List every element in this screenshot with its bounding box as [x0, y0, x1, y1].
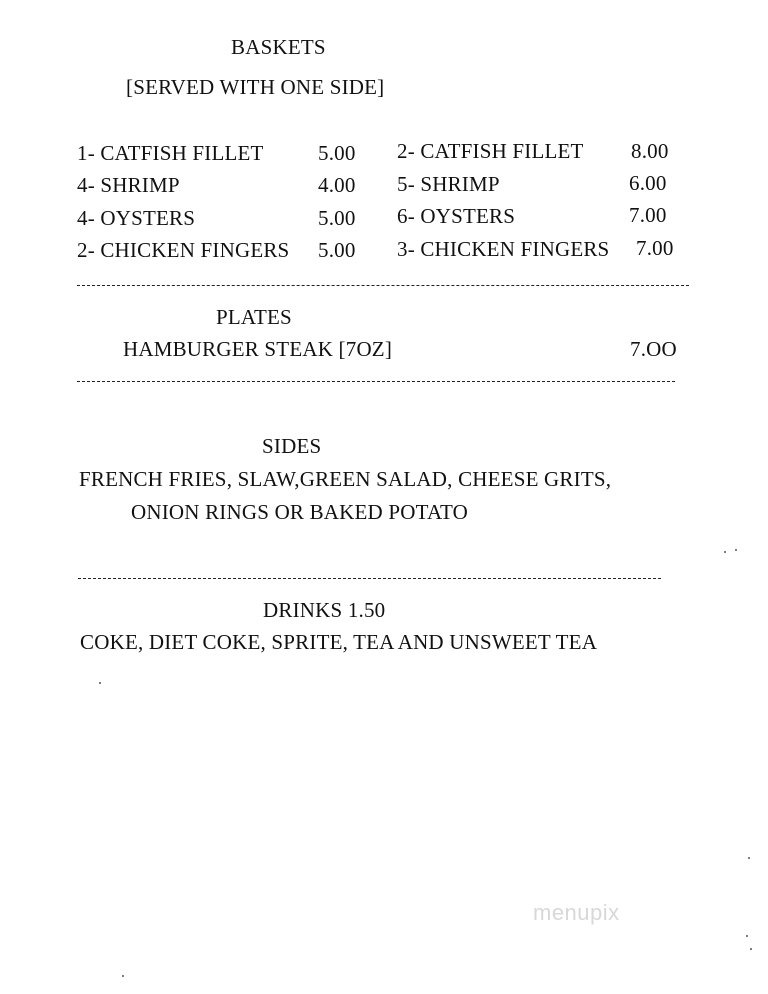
scan-speck	[746, 935, 748, 937]
scan-speck	[735, 549, 737, 551]
basket-item-name: 5- SHRIMP	[397, 172, 500, 196]
basket-item-name: 2- CATFISH FILLET	[397, 139, 584, 163]
basket-item-name: 2- CHICKEN FINGERS	[77, 238, 290, 262]
basket-item-name: 6- OYSTERS	[397, 204, 516, 228]
scan-speck	[122, 975, 124, 977]
basket-item-price: 7.00	[636, 236, 674, 260]
menupix-watermark: menupix	[533, 900, 620, 925]
baskets-subtitle: [SERVED WITH ONE SIDE]	[126, 75, 385, 99]
scan-speck	[99, 682, 101, 684]
basket-item-price: 5.00	[318, 141, 356, 165]
basket-item-price: 4.00	[318, 173, 356, 197]
sides-title: SIDES	[262, 434, 322, 458]
sides-list-line-2: ONION RINGS OR BAKED POTATO	[131, 500, 469, 524]
plate-item-name: HAMBURGER STEAK [7OZ]	[123, 337, 393, 361]
dashed-divider	[77, 381, 675, 382]
basket-item-name: 3- CHICKEN FINGERS	[397, 237, 610, 261]
drinks-list: COKE, DIET COKE, SPRITE, TEA AND UNSWEET TEA	[80, 630, 598, 654]
basket-item-price: 7.00	[629, 203, 667, 227]
sides-list-line-1: FRENCH FRIES, SLAW,GREEN SALAD, CHEESE GRITS,	[79, 467, 612, 491]
scan-speck	[724, 551, 726, 553]
basket-item-name: 1- CATFISH FILLET	[77, 141, 264, 165]
basket-item-name: 4- OYSTERS	[77, 206, 196, 230]
basket-item-price: 8.00	[631, 139, 669, 163]
baskets-title: BASKETS	[231, 35, 326, 59]
scan-speck	[750, 948, 752, 950]
plates-title: PLATES	[216, 305, 292, 329]
plate-item-price: 7.OO	[630, 337, 677, 361]
basket-item-name: 4- SHRIMP	[77, 173, 180, 197]
scan-speck	[748, 857, 750, 859]
drinks-title: DRINKS 1.50	[263, 598, 386, 622]
basket-item-price: 5.00	[318, 206, 356, 230]
basket-item-price: 5.00	[318, 238, 356, 262]
dashed-divider	[78, 578, 661, 579]
basket-item-price: 6.00	[629, 171, 667, 195]
dashed-divider	[77, 285, 689, 286]
